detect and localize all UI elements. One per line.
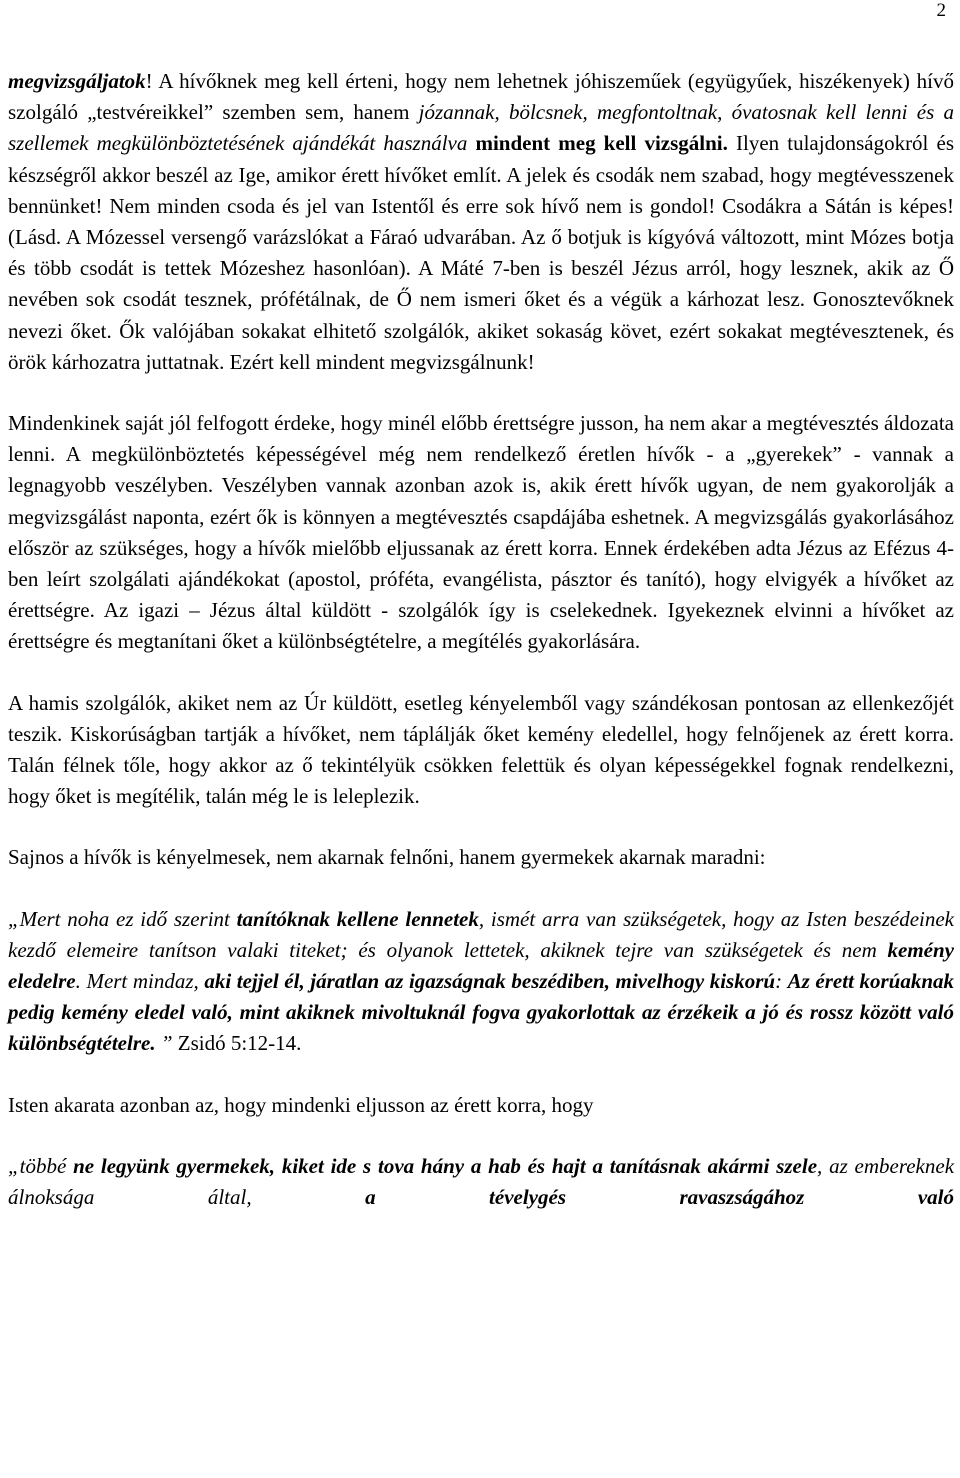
paragraph-2 xyxy=(8,408,954,658)
text-segment: , az embereknek álnoksága által, xyxy=(8,1153,955,1210)
document-body xyxy=(8,66,954,1213)
text-segment: : xyxy=(775,969,788,994)
text-segment: józannak, bölcsnek, megfontoltnak, óvatosnak kell lenni és a szellemek megkülönböztetésének ajándékát használva xyxy=(8,100,954,156)
page-number: 2 xyxy=(936,0,946,21)
text-segment: tanítóknak kellene lennetek xyxy=(236,906,479,931)
paragraph-5 xyxy=(8,1090,954,1121)
text-segment: Mindenkinek saját jól felfogott érdeke, hogy minél előbb érettségre jusson, ha nem akar a megtévesztés áldozata lenni. A megkülönböztetés képességével még nem rendelkező éretlen hívők - a „gyerekek” - vannak a legnagyobb veszélyben. Veszélyben vannak azonban azok is, akik érett hívők ugyan, de nem gyakorolják a megvizsgálást naponta, ezért ők is könnyen a megtévesztés csapdájába eshetnek. A megvizsgálás gyakorlásához először az szükséges, hogy a hívők mielőbb eljussanak az érett korra. Ennek érdekében adta Jézus az Efézus 4-ben leírt szolgálati ajándékokat (apostol, próféta, evangélista, pásztor és tanító), hogy elvigyék a hívőket az érettségre. Az igazi – Jézus által küldött - szolgálók így is cselekednek. Igyekeznek elvinni a hívőket az érettségre és megtanítani őket a különbségtételre, a megítélés gyakorlására. xyxy=(8,411,954,654)
paragraph-3 xyxy=(8,688,954,813)
text-segment: ne legyünk gyermekek, kiket ide s tova hány a hab és hajt a tanításnak akármi szele xyxy=(73,1153,818,1178)
text-segment: mindent meg kell vizsgálni. xyxy=(475,131,728,156)
text-segment: a tévelygés ravaszságához való xyxy=(365,1185,954,1210)
text-segment: „többé xyxy=(8,1153,74,1178)
paragraph-4 xyxy=(8,842,954,873)
text-segment: ! A hívőknek meg kell érteni, hogy nem lehetnek jóhiszeműek (együgyűek, hiszékenyek) hívő szolgáló „testvéreikkel” szemben sem, hanem xyxy=(8,69,954,125)
text-segment: megvizsgáljatok xyxy=(8,69,146,93)
quote-ephesians xyxy=(8,1151,954,1213)
text-segment: Zsidó 5:12-14. xyxy=(177,1031,302,1056)
quote-hebrews xyxy=(8,904,954,1060)
text-segment: Az érett korúaknak pedig kemény eledel való, mint akiknek mivoltuknál fogva gyakorlottak az érzékeik a jó és rossz között való különbségtételre. xyxy=(8,969,955,1056)
text-segment: kemény eledelre xyxy=(8,937,954,994)
text-segment: , ismét arra van szükségetek, hogy az Isten beszédeinek kezdő elemeire tanítson valaki titeket; és olyanok lettetek, akiknek tejre van szükségetek és nem xyxy=(8,906,954,962)
text-segment: aki tejjel él, járatlan az igazságnak beszédiben, mivelhogy kiskorú xyxy=(204,969,776,994)
text-segment: . Mert mindaz, xyxy=(75,969,205,994)
text-segment: ” xyxy=(155,1031,178,1056)
paragraph-1 xyxy=(8,66,954,378)
text-segment: „Mert noha ez idő szerint xyxy=(8,906,237,931)
text-segment: Sajnos a hívők is kényelmesek, nem akarnak felnőni, hanem gyermekek akarnak maradni: xyxy=(8,845,766,870)
text-segment: Isten akarata azonban az, hogy mindenki eljusson az érett korra, hogy xyxy=(8,1092,594,1117)
text-segment: Ilyen tulajdonságokról és készségről akkor beszél az Ige, amikor érett hívőket említ. A jelek és csodák nem szabad, hogy megtévesszenek bennünket! Nem minden csoda és jel van Istentől és erre sok hívő nem is gondol! Csodákra a Sátán is képes! (Lásd. A Mózessel versengő varázslókat a Fáraó udvarában. Az ő botjuk is kígyóvá változott, mint Mózes botja és több csodát is tettek Mózeshez hasonlóan). A Máté 7-ben is beszél Jézus arról, hogy lesznek, akik az Ő nevében sok csodát tesznek, prófétálnak, de Ő nem ismeri őket és a végük a kárhozat lesz. Gonosztevőknek nevezi őket. Ők valójában sokakat elhitető szolgálók, akiket sokaság követ, ezért sokakat megtévesztenek, és örök kárhozatra juttatnak. Ezért kell mindent megvizsgálnunk! xyxy=(8,131,954,374)
text-segment: A hamis szolgálók, akiket nem az Úr küldött, esetleg kényelemből vagy szándékosan pontosan az ellenkezőjét teszik. Kiskorúságban tartják a hívőket, nem táplálják őket kemény eledellel, hogy felnőjenek az érett korra. Talán félnek tőle, hogy akkor az ő tekintélyük csökken felettük és olyan képességekkel fognak rendelkezni, hogy őket is megítélik, talán még le is leleplezik. xyxy=(8,690,954,809)
